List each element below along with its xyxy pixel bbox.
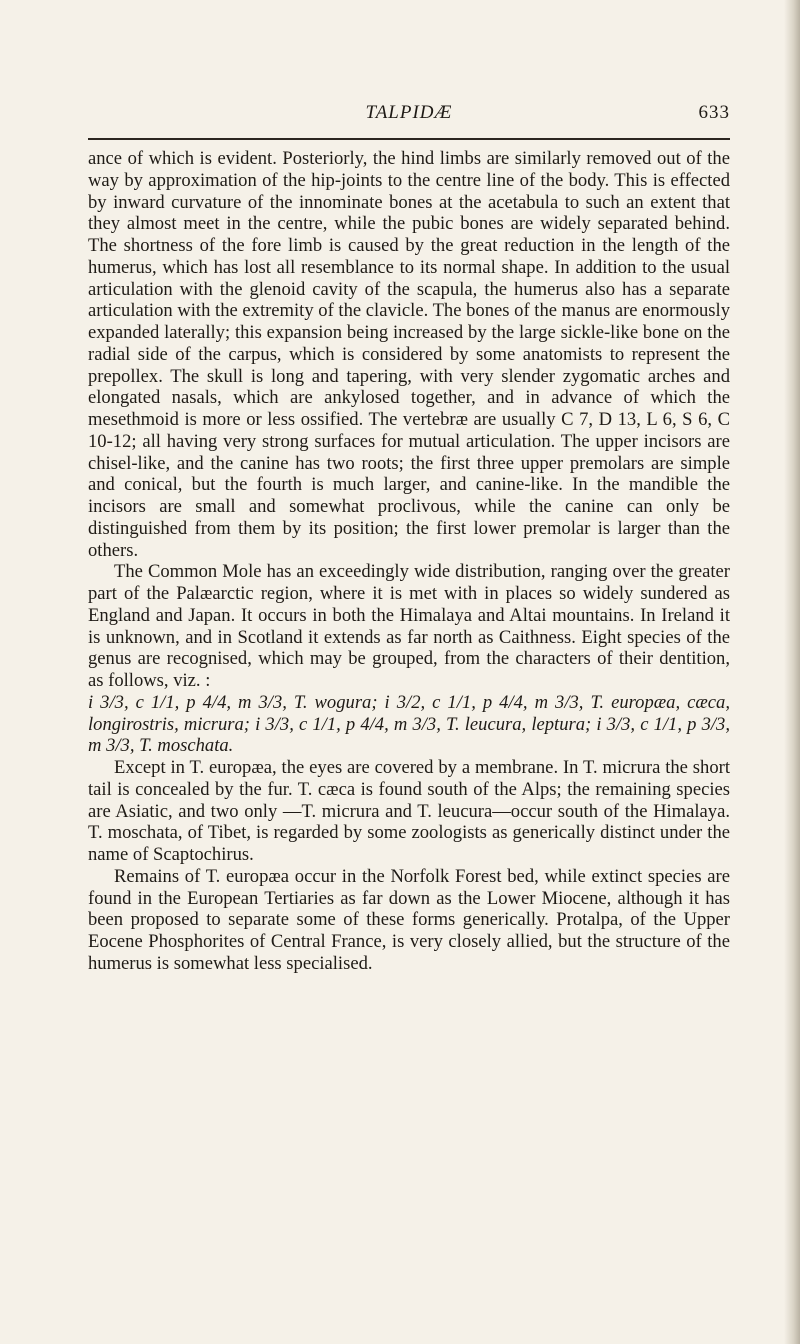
header-rule — [88, 138, 730, 140]
running-title: TALPIDÆ — [365, 102, 453, 123]
paragraph-2: The Common Mole has an exceedingly wide distribution, ranging over the greater part of the Palæarctic region, where it is met with in places so widely sundered as England and Japan. It occurs in both the Himalaya and Altai mountains. In Ireland it is unknown, and in Scotland it extends as far north as Caithness. Eight species of the genus are recognised, which may be grouped, from the characters of their dentition, as follows, viz. : — [88, 561, 730, 691]
page-number: 633 — [698, 102, 730, 123]
paragraph-3: Except in T. europæa, the eyes are covered by a membrane. In T. micrura the short tail is concealed by the fur. T. cæca is found south of the Alps; the remaining species are Asiatic, and two only —T. micrura and T. leucura—occur south of the Himalaya. T. moschata, of Tibet, is regarded by some zoologists as generically distinct under the name of Scaptochirus. — [88, 757, 730, 865]
body-text — [88, 148, 730, 975]
dentition-formula: i 3/3, c 1/1, p 4/4, m 3/3, T. wogura; i 3/2, c 1/1, p 4/4, m 3/3, T. europæa, cæca, longirostris, micrura; i 3/3, c 1/1, p 4/4, m 3/3, T. leucura, leptura; i 3/3, c 1/1, p 3/3, m 3/3, T. moschata. — [88, 691, 730, 757]
paragraph-1: ance of which is evident. Posteriorly, the hind limbs are similarly removed out of the way by approximation of the hip-joints to the centre line of the body. This is effected by inward curvature of the innominate bones at the acetabula to such an extent that they almost meet in the centre, while the pubic bones are widely separated behind. The shortness of the fore limb is caused by the great reduction in the length of the humerus, which has lost all resemblance to its normal shape. In addition to the usual articulation with the glenoid cavity of the scapula, the humerus also has a separate articulation with the extremity of the clavicle. The bones of the manus are enormously expanded laterally; this expansion being increased by the large sickle-like bone on the radial side of the carpus, which is considered by some anatomists to represent the prepollex. The skull is long and tapering, with very slender zygomatic arches and elongated nasals, which are ankylosed together, and in advance of which the mesethmoid is more or less ossified. The vertebræ are usually C 7, D 13, L 6, S 6, C 10-12; all having very strong surfaces for mutual articulation. The upper incisors are chisel-like, and the canine has two roots; the first three upper premolars are simple and conical, but the fourth is much larger, and canine-like. In the mandible the incisors are small and somewhat proclivous, while the canine can only be distinguished from them by its position; the first lower premolar is larger than the others. — [88, 148, 730, 561]
book-page — [88, 102, 730, 975]
page-edge — [784, 0, 800, 1344]
running-header — [88, 102, 730, 132]
paragraph-4: Remains of T. europæa occur in the Norfolk Forest bed, while extinct species are found in the European Tertiaries as far down as the Lower Miocene, although it has been proposed to separate some of these forms generically. Protalpa, of the Upper Eocene Phosphorites of Central France, is very closely allied, but the structure of the humerus is somewhat less specialised. — [88, 865, 730, 974]
